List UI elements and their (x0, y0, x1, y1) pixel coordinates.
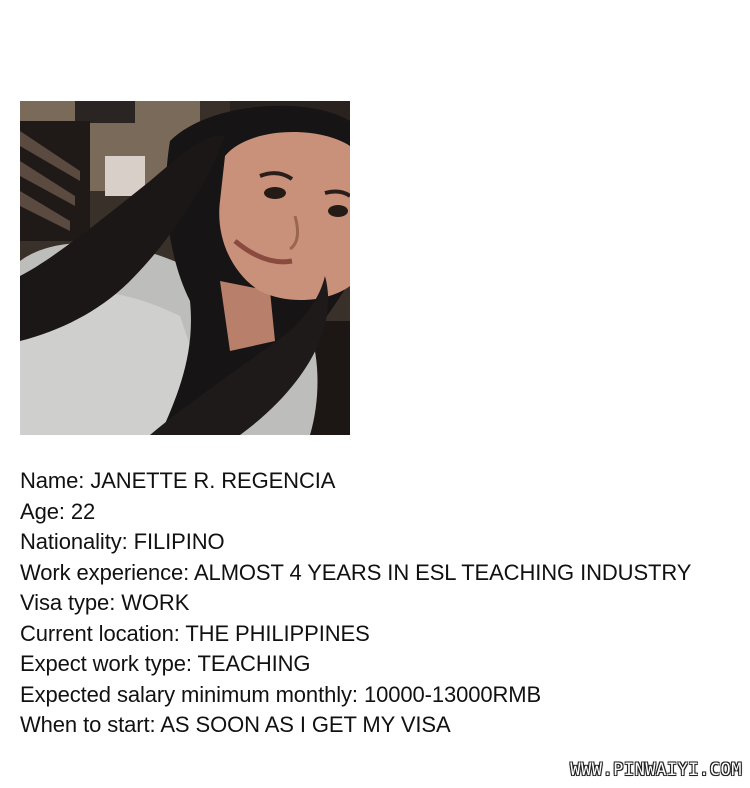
detail-expected-salary: Expected salary minimum monthly: 10000-13000RMB (20, 681, 542, 707)
detail-current-location: Current location: THE PHILIPPINES (20, 620, 370, 646)
watermark-text: WWW.PINWAIYI.COM (570, 760, 742, 780)
detail-expect-work-type: Expect work type: TEACHING (20, 651, 311, 676)
detail-name: Name: JANETTE R. REGENCIA (20, 468, 336, 493)
detail-start-time: When to start: AS SOON AS I GET MY VISA (20, 712, 451, 737)
portrait-photo-icon (20, 101, 350, 435)
detail-age: Age: 22 (20, 498, 96, 524)
profile-details (20, 466, 745, 741)
detail-work-experience: Work experience: ALMOST 4 YEARS IN ESL TEACHING INDUSTRY (20, 559, 692, 585)
profile-photo (20, 101, 350, 435)
detail-visa-type: Visa type: WORK (20, 590, 190, 615)
detail-nationality: Nationality: FILIPINO (20, 529, 225, 554)
